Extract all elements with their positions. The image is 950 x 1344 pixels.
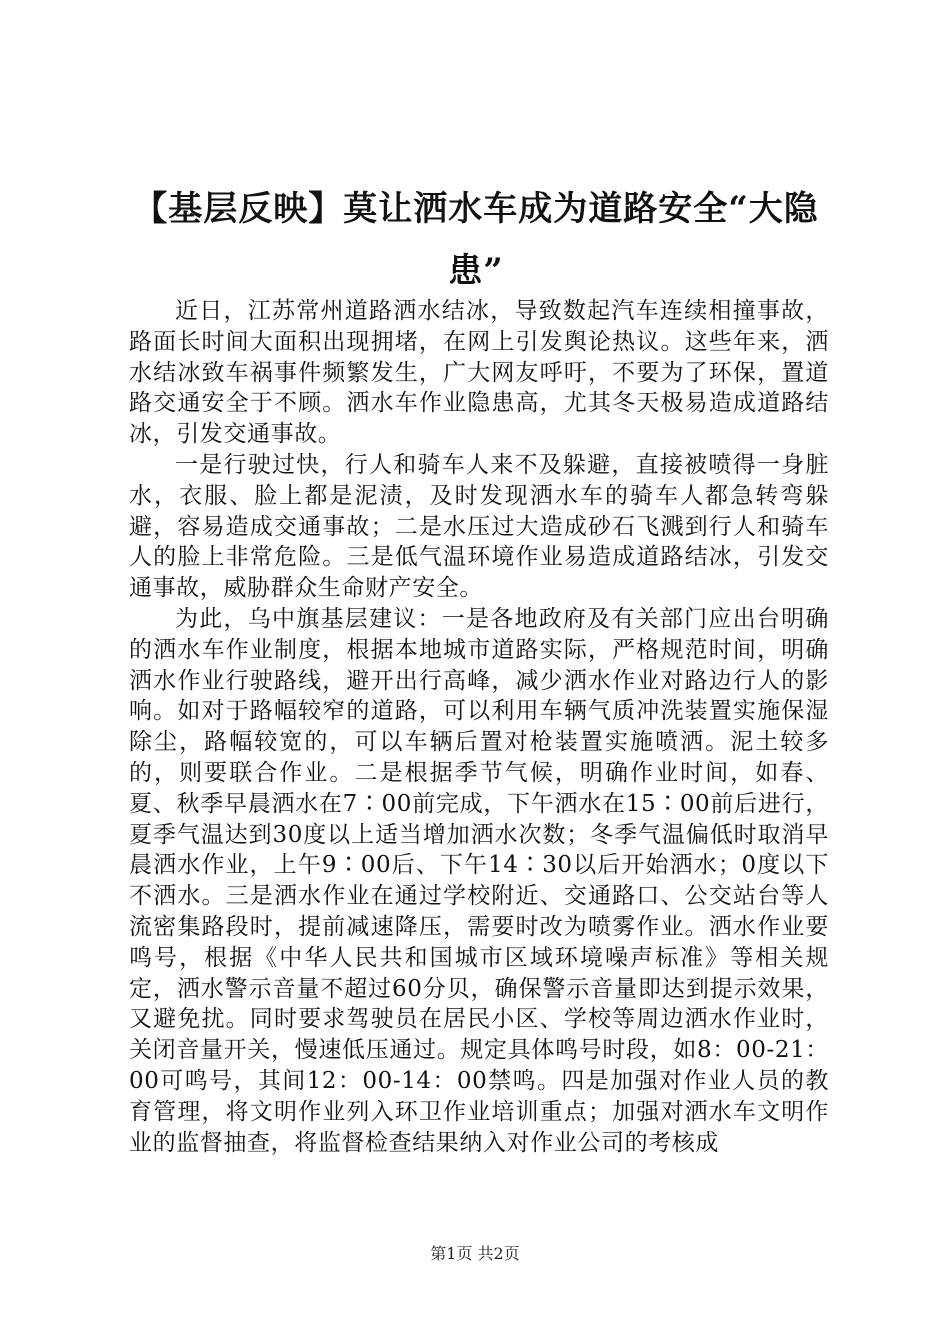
document-body [129,296,829,1158]
paragraph-suggestions: 为此，乌中旗基层建议：一是各地政府及有关部门应出台明确的洒水车作业制度，根据本地城市道路实际，严格规范时间，明确洒水作业行驶路线，避开出行高峰，减少洒水作业对路边行人的影响。如对于路幅较窄的道路，可以利用车辆气质冲洗装置实施保湿除尘，路幅较宽的，可以车辆后置对枪装置实施喷洒。泥土较多的，则要联合作业。二是根据季节气候，明确作业时间，如春、夏、秋季早晨洒水在7∶00前完成，下午洒水在15∶00前后进行，夏季气温达到30度以上适当增加洒水次数；冬季气温偏低时取消早晨洒水作业，上午9∶00后、下午14∶30以后开始洒水；0度以下不洒水。三是洒水作业在通过学校附近、交通路口、公交站台等人流密集路段时，提前减速降压，需要时改为喷雾作业。洒水作业要鸣号，根据《中华人民共和国城市区域环境噪声标准》等相关规定，洒水警示音量不超过60分贝，确保警示音量即达到提示效果，又避免扰。同时要求驾驶员在居民小区、学校等周边洒水作业时，关闭音量开关，慢速低压通过。规定具体鸣号时段，如8：00-21：00可鸣号，其间12：00-14：00禁鸣。四是加强对作业人员的教育管理，将文明作业列入环卫作业培训重点；加强对洒水车文明作业的监督抽查，将监督检查结果纳入对作业公司的考核成 [129,605,829,1156]
page-number-footer: 第1页 共2页 [430,1244,520,1263]
paragraph-intro: 近日，江苏常州道路洒水结冰，导致数起汽车连续相撞事故，路面长时间大面积出现拥堵，在网上引发舆论热议。这些年来，洒水结冰致车祸事件频繁发生，广大网友呼吁，不要为了环保，置道路交通安全于不顾。洒水车作业隐患高，尤其冬天极易造成道路结冰，引发交通事故。 [129,298,829,448]
document-title: 【基层反映】莫让洒水车成为道路安全“大隐患” [133,189,819,291]
paragraph-problems: 一是行驶过快，行人和骑车人来不及躲避，直接被喷得一身脏水，衣服、脸上都是泥渍，及时发现洒水车的骑车人都急转弯躲避，容易造成交通事故；二是水压过大造成砂石飞溅到行人和骑车人的脸上非常危险。三是低气温环境作业易造成道路结冰，引发交通事故，威胁群众生命财产安全。 [129,451,829,602]
